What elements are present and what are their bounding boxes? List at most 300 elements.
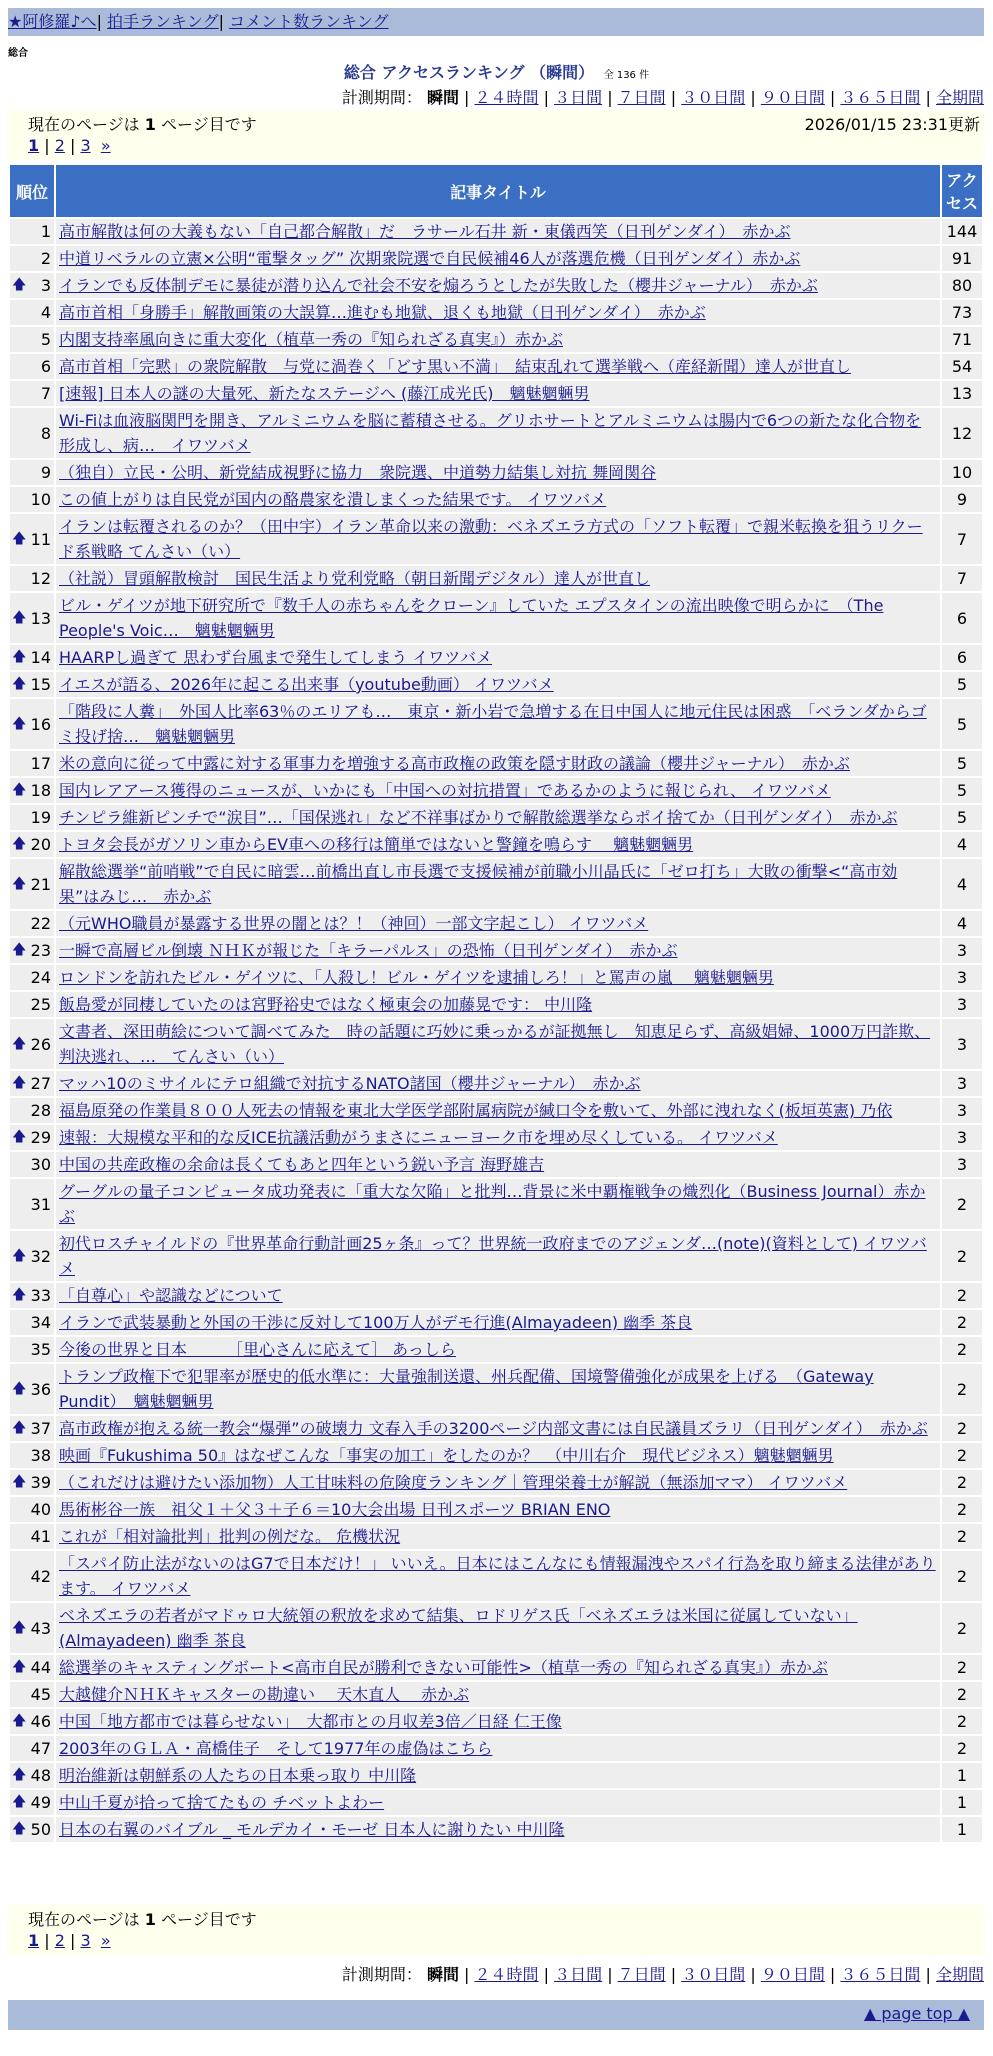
page-link-2[interactable]: 2 <box>54 1931 65 1950</box>
article-link[interactable]: イランは転覆されるのか？（田中宇）イラン革命以来の激動：ベネズエラ方式の「ソフト転覆」で親米転換を狙うリクード系戦略 てんさい（い） <box>59 517 923 561</box>
title-cell <box>56 219 940 244</box>
title-cell <box>56 1736 940 1761</box>
rank-cell <box>10 1179 54 1229</box>
title-cell <box>56 273 940 298</box>
title-cell <box>56 1709 940 1734</box>
title-cell <box>56 1416 940 1441</box>
rank-number: 44 <box>30 1658 51 1677</box>
title-cell <box>56 1603 940 1653</box>
title-cell <box>56 672 940 697</box>
article-link[interactable]: 2003年のＧＬＡ・高橋佳子 そして1977年の虚偽はこちら <box>59 1739 493 1758</box>
arrow-up-icon: 🡅 <box>12 1129 27 1145</box>
page-status <box>28 112 257 135</box>
period-selector-top: 計測期間： 瞬間 | ２４時間 | ３日間 | ７日間 | ３０日間 | ９０日間 | ３６５日間 | 全期間 <box>341 88 984 107</box>
access-count: 3 <box>942 1071 982 1096</box>
table-row <box>10 645 982 670</box>
title-cell <box>56 1152 940 1177</box>
access-count: 2 <box>942 1497 982 1522</box>
access-count: 2 <box>942 1416 982 1441</box>
article-link[interactable]: トヨタ会長がガソリン車からEV車への移行は簡単ではないと警鐘を鳴らす 魑魅魍魎男 <box>59 835 694 854</box>
rank-cell <box>10 1152 54 1177</box>
rank-number: 28 <box>30 1101 51 1120</box>
access-count: 2 <box>942 1682 982 1707</box>
rank-cell <box>10 1709 54 1734</box>
article-link[interactable]: 高市解散は何の大義もない「自己都合解散」だ ラサール石井 新・東儀西笑（日刊ゲンダイ） 赤かぶ <box>59 222 791 241</box>
table-row <box>10 1817 982 1842</box>
rank-cell <box>10 408 54 458</box>
table-row <box>10 751 982 776</box>
access-count: 54 <box>942 354 982 379</box>
title-cell <box>56 1364 940 1414</box>
page-status-suffix: ページ目です <box>161 1910 257 1929</box>
ranking-title: 総合 アクセスランキング （瞬間） <box>343 63 595 82</box>
arrow-up-icon: 🡅 <box>12 1287 27 1303</box>
period-current: 瞬間 <box>426 88 459 107</box>
rank-number: 11 <box>30 529 51 549</box>
access-count: 5 <box>942 699 982 749</box>
article-link[interactable]: 今後の世界と日本 ［里心さんに応えて］ あっしら <box>59 1340 456 1359</box>
title-cell <box>56 832 940 857</box>
title-cell <box>56 593 940 643</box>
updated-timestamp: 2026/01/15 23:31更新 <box>804 115 980 134</box>
arrow-up-icon: 🡅 <box>12 1659 27 1675</box>
title-cell <box>56 1497 940 1522</box>
rank-cell <box>10 1817 54 1842</box>
rank-cell <box>10 778 54 803</box>
rank-number: 38 <box>30 1446 51 1465</box>
table-row <box>10 1179 982 1229</box>
article-link[interactable]: 「スパイ防止法がないのはG7で日本だけ！」 いいえ。日本にはこんなにも情報漏洩やスパイ行為を取り締まる法律があります。 イワツバメ <box>59 1554 936 1598</box>
period-current: 瞬間 <box>426 1965 459 1984</box>
rank-number: 46 <box>30 1712 51 1731</box>
article-link[interactable]: マッハ10のミサイルにテロ組織で対抗するNATO諸国（櫻井ジャーナル） 赤かぶ <box>59 1074 641 1093</box>
title-cell <box>56 1443 940 1468</box>
article-link[interactable]: これが「相対論批判」批判の例だな。 危機状況 <box>59 1527 401 1546</box>
arrow-up-icon: 🡅 <box>12 649 27 665</box>
title-cell <box>56 1524 940 1549</box>
period-link-7d[interactable]: ７日間 <box>617 88 666 107</box>
table-row <box>10 1098 982 1123</box>
table-row <box>10 832 982 857</box>
rank-cell <box>10 514 54 564</box>
rank-cell <box>10 1125 54 1150</box>
title-cell <box>56 1125 940 1150</box>
rank-number: 5 <box>40 330 51 349</box>
article-link[interactable]: 日本の右翼のバイブル _ モルデカイ・モーゼ 日本人に謝りたい 中川隆 <box>59 1820 565 1839</box>
article-link[interactable]: 映画『Fukushima 50』はなぜこんな「事実の加工」をしたのか？ （中川右介 現代ビジネス）魑魅魍魎男 <box>59 1446 834 1465</box>
rank-number: 19 <box>30 808 51 827</box>
rank-cell <box>10 1019 54 1069</box>
article-link[interactable]: 総選挙のキャスティングボート<高市自民が勝利できない可能性>（植草一秀の『知られざる真実』）赤かぶ <box>59 1658 828 1677</box>
article-link[interactable]: イエスが語る、2026年に起こる出来事（youtube動画） イワツバメ <box>59 675 554 694</box>
access-count: 2 <box>942 1736 982 1761</box>
article-link[interactable]: 速報：大規模な平和的な反ICE抗議活動がうまさにニューヨーク市を埋め尽くしている。 イワツバメ <box>59 1128 778 1147</box>
access-count: 13 <box>942 381 982 406</box>
article-link[interactable]: 飯島愛が同棲していたのは宮野裕史ではなく極東会の加藤晃です： 中川隆 <box>59 995 593 1014</box>
arrow-up-icon: 🡅 <box>12 1794 27 1810</box>
period-link-3d[interactable]: ３日間 <box>554 88 603 107</box>
nav-link-asyura[interactable]: ★阿修羅♪へ <box>8 12 97 31</box>
article-link[interactable]: 大越健介ＮＨＫキャスターの勘違い 天木直人 赤かぶ <box>59 1685 470 1704</box>
rank-cell <box>10 859 54 909</box>
article-link[interactable]: チンピラ維新ピンチで“涙目”…「国保逃れ」など不祥事ばかりで解散総選挙ならポイ捨てか（日刊ゲンダイ） 赤かぶ <box>59 808 898 827</box>
rank-number: 13 <box>30 608 51 628</box>
article-link[interactable]: この値上がりは自民党が国内の酪農家を潰しまくった結果です。 イワツバメ <box>59 490 607 509</box>
header-rank: 順位 <box>10 165 54 217</box>
rank-number: 1 <box>40 222 51 241</box>
access-count: 3 <box>942 1152 982 1177</box>
rank-cell <box>10 1551 54 1601</box>
title-cell <box>56 1310 940 1335</box>
period-label: 計測期間： <box>341 1965 422 1984</box>
access-count: 4 <box>942 832 982 857</box>
rank-number: 17 <box>30 754 51 773</box>
table-row <box>10 487 982 512</box>
access-count: 6 <box>942 593 982 643</box>
period-link-365d[interactable]: ３６５日間 <box>840 1965 921 1984</box>
title-cell <box>56 699 940 749</box>
header-title: 記事タイトル <box>56 165 940 217</box>
page-link-3[interactable]: 3 <box>80 1931 91 1950</box>
access-count: 2 <box>942 1551 982 1601</box>
ranking-rows <box>10 219 982 1842</box>
table-row <box>10 859 982 909</box>
article-link[interactable]: （独自）立民・公明、新党結成視野に協力 衆院選、中道勢力結集し対抗 舞岡関谷 <box>59 463 657 482</box>
rank-number: 41 <box>30 1527 51 1546</box>
title-cell <box>56 645 940 670</box>
access-count: 144 <box>942 219 982 244</box>
article-link[interactable]: 馬術彬谷一族 祖父１＋父３＋子６＝10大会出場 日刊スポーツ BRIAN ENO <box>59 1500 611 1519</box>
article-link[interactable]: 中道リベラルの立憲×公明“電撃タッグ” 次期衆院選で自民候補46人が落選危機（日刊ゲンダイ）赤かぶ <box>59 249 801 268</box>
article-link[interactable]: 中山千夏が拾って捨てたもの チベットよわー <box>59 1793 385 1812</box>
access-count: 3 <box>942 938 982 963</box>
article-link[interactable]: 「階段に人糞」 外国人比率63％のエリアも… 東京・新小岩で急増する在日中国人に地元住民は困惑 「ベランダからゴミ投げ捨… 魑魅魍魎男 <box>59 702 927 746</box>
table-row <box>10 1709 982 1734</box>
title-cell <box>56 965 940 990</box>
rank-cell <box>10 1497 54 1522</box>
rank-cell <box>10 1283 54 1308</box>
article-link[interactable]: 高市政権が抱える統一教会“爆弾”の破壊力 文春入手の3200ページ内部文書には自民議員ズラリ（日刊ゲンダイ） 赤かぶ <box>59 1419 928 1438</box>
ranking-table <box>8 163 984 1844</box>
arrow-up-icon: 🡅 <box>12 1075 27 1091</box>
article-link[interactable]: 初代ロスチャイルドの『世界革命行動計画25ヶ条』って？世界統一政府までのアジェンダ…(note)(資料として) イワツバメ <box>59 1234 927 1278</box>
title-cell <box>56 1655 940 1680</box>
period-link-24h[interactable]: ２４時間 <box>474 1965 539 1984</box>
title-cell <box>56 566 940 591</box>
access-count: 10 <box>942 460 982 485</box>
article-link[interactable]: トランプ政権下で犯罪率が歴史的低水準に：大量強制送還、州兵配備、国境警備強化が成果を上げる （Gateway Pundit） 魑魅魍魎男 <box>59 1367 874 1411</box>
article-link[interactable]: イランでも反体制デモに暴徒が潜り込んで社会不安を煽ろうとしたが失敗した（櫻井ジャーナル） 赤かぶ <box>59 276 818 295</box>
rank-number: 29 <box>30 1128 51 1147</box>
title-cell <box>56 1817 940 1842</box>
rank-cell <box>10 992 54 1017</box>
rank-number: 24 <box>30 968 51 987</box>
footer-bar <box>8 2000 984 2030</box>
pager-top <box>8 110 984 160</box>
rank-cell <box>10 1310 54 1335</box>
table-row <box>10 327 982 352</box>
period-label: 計測期間： <box>341 88 422 107</box>
access-count: 2 <box>942 1709 982 1734</box>
rank-number: 14 <box>30 648 51 667</box>
period-link-30d[interactable]: ３０日間 <box>681 88 746 107</box>
table-row <box>10 1310 982 1335</box>
article-link[interactable]: グーグルの量子コンピュータ成功発表に「重大な欠陥」と批判…背景に米中覇権戦争の熾烈化（Business Journal）赤かぶ <box>59 1182 926 1226</box>
table-row <box>10 1019 982 1069</box>
rank-cell <box>10 805 54 830</box>
page-title <box>0 60 993 83</box>
title-cell <box>56 1071 940 1096</box>
arrow-up-icon: 🡅 <box>12 715 27 732</box>
table-row <box>10 1364 982 1414</box>
access-count: 3 <box>942 1098 982 1123</box>
table-row <box>10 805 982 830</box>
table-row <box>10 1283 982 1308</box>
rank-number: 3 <box>40 276 51 295</box>
access-count: 5 <box>942 672 982 697</box>
arrow-up-icon: 🡅 <box>12 1767 27 1783</box>
rank-number: 21 <box>30 874 51 894</box>
table-row <box>10 911 982 936</box>
access-count: 5 <box>942 751 982 776</box>
table-row <box>10 1443 982 1468</box>
table-row <box>10 1736 982 1761</box>
rank-cell <box>10 327 54 352</box>
table-row <box>10 1125 982 1150</box>
rank-cell <box>10 1470 54 1495</box>
title-cell <box>56 1763 940 1788</box>
article-link[interactable]: 高市首相「完黙」の衆院解散 与党に渦巻く「どす黒い不満」 結束乱れて選挙戦へ（産経新聞）達人が世直し <box>59 357 852 376</box>
rank-cell <box>10 593 54 643</box>
article-link[interactable]: 福島原発の作業員８００人死去の情報を東北大学医学部附属病院が緘口令を敷いて、外部に洩れなく(板垣英憲) 乃依 <box>59 1101 893 1120</box>
table-row <box>10 1231 982 1281</box>
rank-number: 18 <box>30 781 51 800</box>
article-link[interactable]: 一瞬で高層ビル倒壊 ＮＨＫが報じた「キラーパルス」の恐怖（日刊ゲンダイ） 赤かぶ <box>59 941 678 960</box>
arrow-up-icon: 🡅 <box>12 942 27 958</box>
rank-number: 12 <box>30 569 51 588</box>
nav-link-applause-ranking[interactable]: 拍手ランキング <box>107 12 219 31</box>
page-link-next[interactable]: » <box>100 1931 111 1950</box>
arrow-up-icon: 🡅 <box>12 836 27 852</box>
page-link-2[interactable]: 2 <box>54 136 65 155</box>
rank-number: 45 <box>30 1685 51 1704</box>
article-link[interactable]: 中国の共産政権の余命は長くてもあと四年という鋭い予言 海野雄吉 <box>59 1155 545 1174</box>
period-link-30d[interactable]: ３０日間 <box>681 1965 746 1984</box>
rank-number: 33 <box>30 1286 51 1305</box>
article-link[interactable]: 米の意向に従って中露に対する軍事力を増強する高市政権の政策を隠す財政の議論（櫻井ジャーナル） 赤かぶ <box>59 754 850 773</box>
title-cell <box>56 805 940 830</box>
table-row <box>10 1603 982 1653</box>
rank-cell <box>10 1736 54 1761</box>
article-link[interactable]: （これだけは避けたい添加物）人工甘味料の危険度ランキング｜管理栄養士が解説（無添加ママ） イワツバメ <box>59 1473 848 1492</box>
table-row <box>10 1470 982 1495</box>
period-link-all[interactable]: 全期間 <box>935 1965 984 1984</box>
rank-number: 26 <box>30 1034 51 1054</box>
pager-bottom <box>8 1905 984 1955</box>
rank-number: 31 <box>30 1194 51 1214</box>
rank-cell <box>10 1071 54 1096</box>
table-row <box>10 1152 982 1177</box>
rank-cell <box>10 354 54 379</box>
rank-number: 27 <box>30 1074 51 1093</box>
article-link[interactable]: 明治維新は朝鮮系の人たちの日本乗っ取り 中川隆 <box>59 1766 417 1785</box>
article-link[interactable]: Wi-Fiは血液脳関門を開き、アルミニウムを脳に蓄積させる。グリホサートとアルミニウムは腸内で6つの新たな化合物を形成し、病… イワツバメ <box>59 411 922 455</box>
rank-number: 7 <box>40 384 51 403</box>
rank-cell <box>10 672 54 697</box>
table-row <box>10 354 982 379</box>
table-row <box>10 593 982 643</box>
access-count: 3 <box>942 992 982 1017</box>
article-link[interactable]: ビル・ゲイツが地下研究所で『数千人の赤ちゃんをクローン』していた エプスタインの流出映像で明らかに （The People's Voic… 魑魅魍魎男 <box>59 596 884 640</box>
table-row <box>10 938 982 963</box>
rank-cell <box>10 487 54 512</box>
title-cell <box>56 1231 940 1281</box>
access-count: 12 <box>942 408 982 458</box>
article-link[interactable]: 高市首相「身勝手」解散画策の大誤算…進むも地獄、退くも地獄（日刊ゲンダイ） 赤かぶ <box>59 303 706 322</box>
period-link-90d[interactable]: ９０日間 <box>760 1965 825 1984</box>
article-link[interactable]: イランで武装暴動と外国の干渉に反対して100万人がデモ行進(Almayadeen) 幽季 茶良 <box>59 1313 693 1332</box>
rank-cell <box>10 1524 54 1549</box>
access-count: 2 <box>942 1179 982 1229</box>
access-count: 4 <box>942 911 982 936</box>
access-count: 1 <box>942 1790 982 1815</box>
page-links-bottom: 1 | 2 | 3 » <box>28 1931 111 1950</box>
rank-number: 30 <box>30 1155 51 1174</box>
access-count: 1 <box>942 1763 982 1788</box>
access-count: 5 <box>942 805 982 830</box>
rank-number: 50 <box>30 1820 51 1839</box>
title-cell <box>56 408 940 458</box>
title-cell <box>56 1098 940 1123</box>
rank-number: 37 <box>30 1419 51 1438</box>
period-link-24h[interactable]: ２４時間 <box>474 88 539 107</box>
article-link[interactable]: ベネズエラの若者がマドゥロ大統領の釈放を求めて結集、ロドリゲス氏「ベネズエラは米国に従属していない」(Almayadeen) 幽季 茶良 <box>59 1606 858 1650</box>
rank-number: 4 <box>40 303 51 322</box>
article-link[interactable]: （社説）冒頭解散検討 国民生活より党利党略（朝日新聞デジタル）達人が世直し <box>59 569 651 588</box>
table-row <box>10 699 982 749</box>
rank-number: 8 <box>40 423 51 443</box>
access-count: 3 <box>942 965 982 990</box>
access-count: 3 <box>942 1125 982 1150</box>
rank-cell <box>10 751 54 776</box>
access-count: 2 <box>942 1310 982 1335</box>
period-link-365d[interactable]: ３６５日間 <box>840 88 921 107</box>
period-link-7d[interactable]: ７日間 <box>617 1965 666 1984</box>
article-link[interactable]: 解散総選挙“前哨戦”で自民に暗雲…前橋出直し市長選で支援候補が前職小川晶氏に「ゼロ打ち」大敗の衝撃<“高市効果”はみじ… 赤かぶ <box>59 862 898 906</box>
table-row <box>10 246 982 271</box>
period-link-90d[interactable]: ９０日間 <box>760 88 825 107</box>
access-count: 9 <box>942 487 982 512</box>
rank-number: 48 <box>30 1766 51 1785</box>
page-link-next[interactable]: » <box>100 136 111 155</box>
arrow-up-icon: 🡅 <box>12 609 27 626</box>
rank-number: 25 <box>30 995 51 1014</box>
rank-number: 49 <box>30 1793 51 1812</box>
title-cell <box>56 859 940 909</box>
rank-number: 22 <box>30 914 51 933</box>
rank-number: 23 <box>30 941 51 960</box>
arrow-up-icon: 🡅 <box>12 1247 27 1264</box>
table-row <box>10 1416 982 1441</box>
title-cell <box>56 1337 940 1362</box>
rank-cell <box>10 699 54 749</box>
title-cell <box>56 992 940 1017</box>
page-link-1[interactable]: 1 <box>28 1931 40 1950</box>
arrow-up-icon: 🡅 <box>12 875 27 892</box>
arrow-up-icon: 🡅 <box>12 277 27 293</box>
table-row <box>10 1551 982 1601</box>
arrow-up-icon: 🡅 <box>12 1035 27 1052</box>
article-link[interactable]: 国内レアアース獲得のニュースが、いかにも「中国への対抗措置」であるかのように報じられ、 イワツバメ <box>59 781 831 800</box>
title-cell <box>56 1682 940 1707</box>
article-link[interactable]: 「自尊心」や認識などについて <box>59 1286 283 1305</box>
table-row <box>10 1655 982 1680</box>
period-link-all[interactable]: 全期間 <box>935 88 984 107</box>
rank-number: 36 <box>30 1379 51 1399</box>
title-cell <box>56 381 940 406</box>
access-count: 2 <box>942 1231 982 1281</box>
rank-number: 2 <box>40 249 51 268</box>
access-count: 3 <box>942 1019 982 1069</box>
article-link[interactable]: [速報] 日本人の謎の大量死、新たなステージへ (藤江成光氏) 魑魅魍魎男 <box>59 384 590 403</box>
rank-number: 34 <box>30 1313 51 1332</box>
title-cell <box>56 751 940 776</box>
article-link[interactable]: 文書者、深田萌絵について調べてみた 時の話題に巧妙に乗っかるが証拠無し 知恵足らず、高級娼婦、1000万円詐欺、判決逃れ、… てんさい（い） <box>59 1022 931 1066</box>
title-cell <box>56 354 940 379</box>
title-cell <box>56 1283 940 1308</box>
rank-cell <box>10 1337 54 1362</box>
rank-cell <box>10 300 54 325</box>
title-cell <box>56 938 940 963</box>
rank-cell <box>10 911 54 936</box>
rank-cell <box>10 246 54 271</box>
rank-cell <box>10 381 54 406</box>
title-cell <box>56 300 940 325</box>
period-link-3d[interactable]: ３日間 <box>554 1965 603 1984</box>
article-link[interactable]: （元WHO職員が暴露する世界の闇とは？！（神回）一部文字起こし） イワツバメ <box>59 914 649 933</box>
access-count: 6 <box>942 645 982 670</box>
article-link[interactable]: HAARPし過ぎて 思わず台風まで発生してしまう イワツバメ <box>59 648 492 667</box>
page-link-1[interactable]: 1 <box>28 136 40 155</box>
rank-cell <box>10 460 54 485</box>
page-top-link[interactable]: ▲ page top ▲ <box>863 2004 970 2023</box>
table-row <box>10 672 982 697</box>
rank-number: 35 <box>30 1340 51 1359</box>
table-row <box>10 1790 982 1815</box>
category-label: 総合 <box>8 48 28 59</box>
title-cell <box>56 1470 940 1495</box>
table-header-row <box>10 165 982 217</box>
article-link[interactable]: 中国「地方都市では暮らせない」 大都市との月収差3倍／日経 仁王像 <box>59 1712 562 1731</box>
table-row <box>10 514 982 564</box>
title-cell <box>56 1551 940 1601</box>
access-count: 2 <box>942 1337 982 1362</box>
nav-link-comment-ranking[interactable]: コメント数ランキング <box>229 12 389 31</box>
page-link-3[interactable]: 3 <box>80 136 91 155</box>
access-count: 2 <box>942 1283 982 1308</box>
page-status-prefix: 現在のページは <box>28 115 140 134</box>
table-row <box>10 1763 982 1788</box>
article-link[interactable]: ロンドンを訪れたビル・ゲイツに、「人殺し！ビル・ゲイツを逮捕しろ！」と罵声の嵐 魑魅魍魎男 <box>59 968 774 987</box>
title-cell <box>56 778 940 803</box>
access-count: 80 <box>942 273 982 298</box>
nav-separator: | <box>218 12 224 31</box>
rank-number: 20 <box>30 835 51 854</box>
period-selector-bottom: 計測期間： 瞬間 | ２４時間 | ３日間 | ７日間 | ３０日間 | ９０日間 | ３６５日間 | 全期間 <box>341 1965 984 1984</box>
article-link[interactable]: 内閣支持率風向きに重大変化（植草一秀の『知られざる真実』）赤かぶ <box>59 330 564 349</box>
page-links: 1 | 2 | 3 » <box>28 136 111 155</box>
arrow-up-icon: 🡅 <box>12 1474 27 1490</box>
